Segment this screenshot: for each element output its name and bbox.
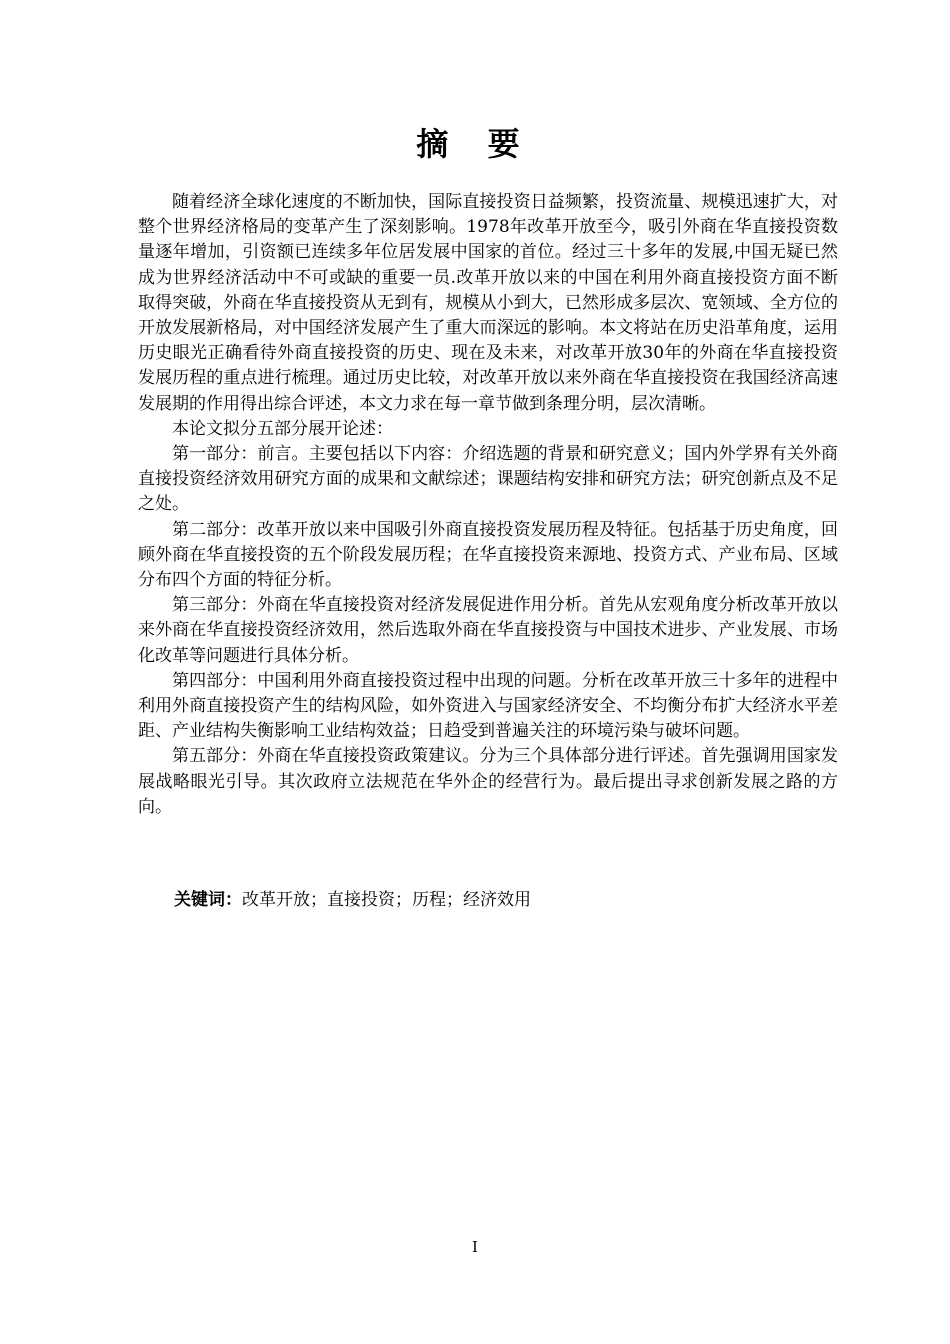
keywords-text: 改革开放；直接投资；历程；经济效用	[242, 890, 531, 910]
keywords-line	[174, 888, 531, 912]
page-title: 摘 要	[416, 125, 534, 163]
abstract-paragraph-part-2: 第二部分：改革开放以来中国吸引外商直接投资发展历程及特征。包括基于历史角度，回顾外商在华直接投资的五个阶段发展历程；在华直接投资来源地、投资方式、产业布局、区域分布四个方面的特征分析。	[138, 519, 838, 591]
abstract-paragraph-outline: 本论文拟分五部分展开论述：	[172, 418, 393, 439]
abstract-paragraph-part-3: 第三部分：外商在华直接投资对经济发展促进作用分析。首先从宏观角度分析改革开放以来外商在华直接投资经济效用，然后选取外商在华直接投资与中国技术进步、产业发展、市场化改革等问题进行具体分析。	[138, 595, 838, 666]
abstract-body	[138, 190, 838, 820]
abstract-paragraph-part-5: 第五部分：外商在华直接投资政策建议。分为三个具体部分进行评述。首先强调用国家发展战略眼光引导。其次政府立法规范在华外企的经营行为。最后提出寻求创新发展之路的方向。	[138, 746, 838, 817]
abstract-paragraph-intro: 随着经济全球化速度的不断加快，国际直接投资日益频繁，投资流量、规模迅速扩大，对整个世界经济格局的变革产生了深刻影响。1978年改革开放至今，吸引外商在华直接投资数量逐年增加，引资额已连续多年位居发展中国家的首位。经过三十多年的发展,中国无疑已然成为世界经济活动中不可或缺的重要一员.改革开放以来的中国在利用外商直接投资方面不断取得突破，外商在华直接投资从无到有，规模从小到大，已然形成多层次、宽领域、全方位的开放发展新格局，对中国经济发展产生了重大而深远的影响。本文将站在历史沿革角度，运用历史眼光正确看待外商直接投资的历史、现在及未来，对改革开放30年的外商在华直接投资发展历程的重点进行梳理。通过历史比较，对改革开放以来外商在华直接投资在我国经济高速发展期的作用得出综合评述，本文力求在每一章节做到条理分明，层次清晰。	[138, 192, 838, 414]
abstract-paragraph-part-4: 第四部分：中国利用外商直接投资过程中出现的问题。分析在改革开放三十多年的进程中利用外商直接投资产生的结构风险，如外资进入与国家经济安全、不均衡分布扩大经济水平差距、产业结构失衡影响工业结构效益；日趋受到普遍关注的环境污染与破坏问题。	[138, 670, 838, 742]
keywords-label: 关键词：	[174, 890, 242, 910]
abstract-paragraph-part-1: 第一部分：前言。主要包括以下内容：介绍选题的背景和研究意义；国内外学界有关外商直接投资经济效用研究方面的成果和文献综述；课题结构安排和研究方法；研究创新点及不足之处。	[138, 444, 838, 515]
page-number: I	[472, 1238, 478, 1256]
